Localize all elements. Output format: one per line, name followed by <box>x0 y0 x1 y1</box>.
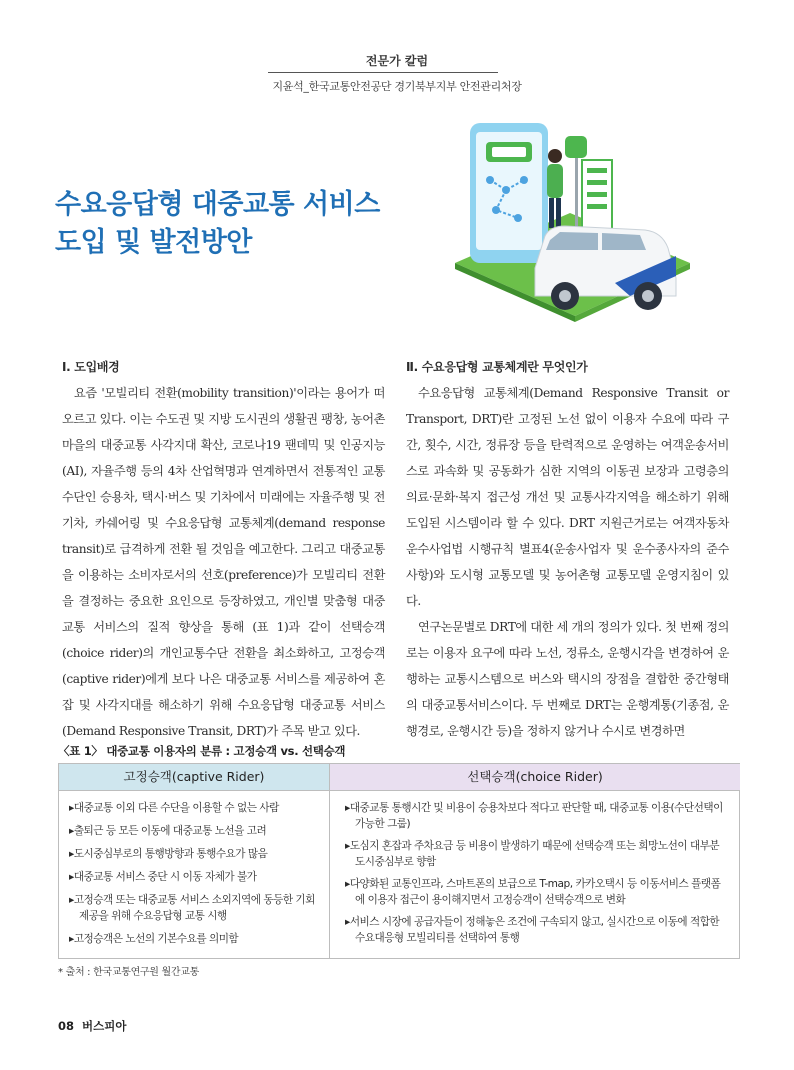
list-item: ▸대중교통 이외 다른 수단을 이용할 수 없는 사람 <box>69 802 279 814</box>
list-item: ▸대중교통 통행시간 및 비용이 승용차보다 적다고 판단할 때, 대중교통 이용(수단선택이 가능한 그룹) <box>345 802 723 830</box>
list-item: ▸서비스 시장에 공급자들이 정해놓은 조건에 구속되지 않고, 실시간으로 이동에 적합한 수요대응형 모빌리티를 선택하여 통행 <box>345 916 720 944</box>
drt-illustration <box>440 118 702 328</box>
list-item: ▸출퇴근 등 모든 이동에 대중교통 노선을 고려 <box>69 825 267 837</box>
bus-stop-sign <box>565 136 587 158</box>
right-column <box>406 354 729 744</box>
list-item: ▸다양화된 교통인프라, 스마트폰의 보급으로 T-map, 카카오택시 등 이동서비스 플랫폼에 이용자 접근이 용이해지면서 고정승객이 선택승객으로 변화 <box>345 878 721 906</box>
table-caption: 〈표 1〉 대중교통 이용자의 분류 : 고정승객 vs. 선택승객 <box>58 744 346 758</box>
list-item: ▸고정승객은 노선의 기본수요를 의미함 <box>69 933 239 945</box>
captive-rider-header: 고정승객(captive Rider) <box>59 764 329 791</box>
captive-rider-list <box>69 800 324 954</box>
title-line-2: 도입 및 발전방안 <box>55 227 252 258</box>
list-item: ▸대중교통 서비스 중단 시 이동 자체가 불가 <box>69 871 257 883</box>
article-title <box>55 186 435 262</box>
header-rule <box>268 72 498 73</box>
table-source: * 출처 : 한국교통연구원 월간교통 <box>58 967 199 978</box>
section-heading-1: Ⅰ. 도입배경 <box>62 360 120 374</box>
column-kicker: 전문가 칼럼 <box>365 54 429 68</box>
page-footer <box>58 1018 126 1034</box>
author-line: 지윤석_한국교통안전공단 경기북부지부 안전관리처장 <box>272 80 522 93</box>
magazine-name: 버스피아 <box>82 1019 127 1033</box>
rider-classification-table <box>58 763 740 959</box>
section-heading-2: Ⅱ. 수요응답형 교통체계란 무엇인가 <box>406 360 588 374</box>
title-line-1: 수요응답형 대중교통 서비스 <box>55 189 380 220</box>
section-2-paragraph-2: 연구논문별로 DRT에 대한 세 개의 정의가 있다. 첫 번째 정의로는 이용자 요구에 따라 노선, 정류소, 운행시각을 변경하여 운행하는 교통시스템으로 버스와 택시의 장점을 결합한 중간형태의 대중교통서비스이다. 두 번째로 DRT는 운행계통(기종점, 운행경로, 운행시간 등)을 정하지 않거나 수시로 변경하면 <box>406 620 729 738</box>
table-column-divider <box>329 790 330 958</box>
list-item: ▸도심지 혼잡과 주차요금 등 비용이 발생하기 때문에 선택승객 또는 희망노선이 대부분 도시중심부로 향함 <box>345 840 720 868</box>
choice-rider-header: 선택승객(choice Rider) <box>329 764 740 791</box>
list-item: ▸도시중심부로의 통행방향과 통행수요가 많음 <box>69 848 268 860</box>
left-column <box>62 354 385 744</box>
section-1-paragraph: 요즘 '모빌리티 전환(mobility transition)'이라는 용어가 떠오르고 있다. 이는 수도권 및 지방 도시권의 생활권 팽창, 농어촌 마을의 대중교통 사각지대 확산, 코로나19 팬데믹 및 인공지능(AI), 자율주행 등의 4차 산업혁명과 연계하면서 전통적인 교통수단인 승용차, 택시·버스 및 기차에서 미래에는 자율주행 및 전기차, 카쉐어링 및 수요응답형 교통체계(demand response transit)로 급격하게 전환 될 것임을 예고한다. 그리고 대중교통을 이용하는 소비자로서의 선호(preference)가 모빌리티 전환을 결정하는 중요한 요인으로 등장하였고, 개인별 맞춤형 대중교통 서비스의 질적 향상을 통해 (표 1)과 같이 선택승객(choice rider)의 개인교통수단 전환을 최소화하고, 고정승객(captive rider)에게 보다 나은 대중교통 서비스를 제공하여 혼잡 및 사각지대를 해소하기 위해 수요응답형 대중교통 서비스(Demand Responsive Transit, DRT)가 주목 받고 있다. <box>62 386 385 738</box>
section-2-paragraph-1: 수요응답형 교통체계(Demand Responsive Transit or Transport, DRT)란 고정된 노선 없이 이용자 수요에 따라 구간, 횟수, 시간, 정류장 등을 탄력적으로 운영하는 여객운송서비스로 과속화 및 공동화가 심한 지역의 이동권 보장과 고령층의 의료·문화·복지 접근성 개선 및 교통사각지역을 해소하기 위해 도입된 시스템이라 할 수 있다. DRT 지원근거로는 여객자동차운수사업법 시행규칙 별표4(운송사업자 및 운수종사자의 준수사항)와 도시형 교통모델 및 농어촌형 교통모델 운영지침이 있다. <box>406 386 729 608</box>
choice-rider-list <box>345 800 730 952</box>
person-figure <box>547 164 563 198</box>
list-item: ▸고정승객 또는 대중교통 서비스 소외지역에 동등한 기회 제공을 위해 수요응답형 교통 시행 <box>69 894 315 922</box>
page-number: 08 <box>58 1019 75 1033</box>
